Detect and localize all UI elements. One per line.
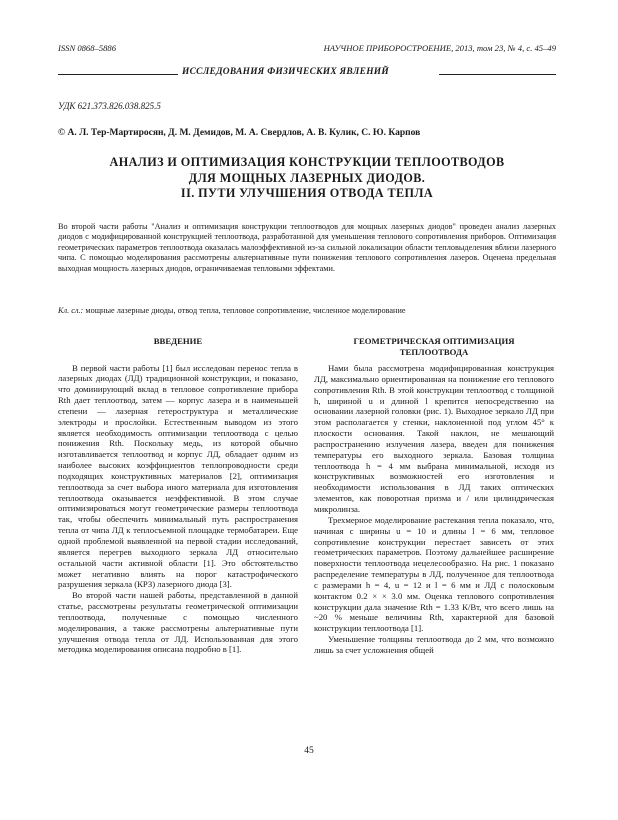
section-heading: ИССЛЕДОВАНИЯ ФИЗИЧЕСКИХ ЯВЛЕНИЙ [182,67,389,77]
section-rule-left [58,74,178,75]
section-heading-bar [58,66,556,82]
section-rule-right [439,74,556,75]
abstract: Во второй части работы "Анализ и оптимизация конструкции теплоотводов для мощных лазерных диодов" проведен анализ лазерных диодов с модифицированной конструкцией теплоотвода, разработанной для уменьшения теплового сопротивления приборов. Оптимизация геометрических параметров теплоотвода оказалась малоэффективной из-за сильной локализации области тепловыделения вблизи лазерного чипа. С помощью моделирования рассмотрены альтернативные пути понижения теплового сопротивления лазеров. Оценена предельная выходная мощность лазерных диодов, ограничиваемая тепловыми эффектами. [58,222,556,273]
section-title-introduction: ВВЕДЕНИЕ [153,336,203,346]
article-title [58,155,556,202]
paragraph: В первой части работы [1] был исследован перенос тепла в лазерных диодах (ЛД) традиционной конструкции, и показано, что доминирующий вклад в тепловое сопротивление прибора Rth дает теплоотвод, затем — корпус лазера и в наименьшей степени — лазерная гетероструктура и металлические электроды и прослойки. Естественным выводом из этого является необходимость оптимизации теплоотвода с целью понижения Rth. Поскольку медь, из которой обычно изготавливается теплоотвод и корпус ЛД, обладает одним из наиболее высоких коэффициентов теплопроводности среди подходящих конструктивных материалов [2], оптимизация теплоотвода за счет выбора иного материала для изготовления теплоотвода оказывается неэффективной. В этом случае оптимизироваться могут геометрические размеры теплоотвода так, чтобы обеспечить минимальный путь распространения тепла от чипа ЛД к теплосъемной площадке термобатареи. Еще одной проблемой выявленной на первой стадии исследований, является перегрев выходного зеркала ЛД относительно остальной части активной области [1]. Это обстоятельство может негативно влиять на порог катастрофического разрушения зеркала (КРЗ) лазерного диода [3]. [58,362,298,590]
paragraph: Во второй части нашей работы, представленной в данной статье, рассмотрены результаты геометрической оптимизации теплоотвода, полученные с помощью численного моделирования, а также рассмотрены альтернативные пути улучшения отвода тепла от ЛД. Использованная для этого методика моделирования описана подробно в [1]. [58,590,298,655]
authors: © А. Л. Тер-Мартиросян, Д. М. Демидов, М. А. Свердлов, А. В. Кулик, С. Ю. Карпов [58,128,421,138]
title-line: ДЛЯ МОЩНЫХ ЛАЗЕРНЫХ ДИОДОВ. [188,170,426,185]
section-title-geometric-optimization [314,336,554,357]
paragraph: Нами была рассмотрена модифицированная конструкция ЛД, максимально ориентированная на понижение его теплового сопротивления Rth. В этой конструкции теплоотвод с толщиной h, шириной u и длиной l крепится непосредственно на основании лазерной головки (рис. 1). Выходное зеркало ЛД при этом располагается у стенки, наклоненной под углом 45° к плоскости основания. Такой наклон, не мешающий распространению излучения лазера, введен для понижения температуры его выходного зеркала. Базовая толщина теплоотвода h = 4 мм выбрана минимальной, исходя из конструктивных возможностей его изготовления и необходимости использования в ЛД таких оптических элементов, как поворотная призма и / или цилиндрическая микролинза. [314,363,554,514]
page-number: 45 [304,746,314,756]
title-line: АНАЛИЗ И ОПТИМИЗАЦИЯ КОНСТРУКЦИИ ТЕПЛООТВОДОВ [109,155,505,169]
title-line: II. ПУТИ УЛУЧШЕНИЯ ОТВОДА ТЕПЛА [180,186,434,200]
udk-code: УДК 621.373.826.038.825.5 [58,101,161,111]
heading-line: ГЕОМЕТРИЧЕСКАЯ ОПТИМИЗАЦИЯ [353,336,515,346]
keywords-text: мощные лазерные диоды, отвод тепла, тепловое сопротивление, численное моделирование [85,306,406,315]
right-column [314,336,554,656]
issn: ISSN 0868–5886 [58,43,117,53]
keywords-label: Кл. сл.: [58,306,84,315]
journal-citation: НАУЧНОЕ ПРИБОРОСТРОЕНИЕ, 2013, том 23, № 4, с. 45–49 [323,43,556,53]
left-column [58,336,298,655]
paragraph: Уменьшение толщины теплоотвода до 2 мм, что возможно лишь за счет усложнения общей [314,634,554,655]
paragraph: Трехмерное моделирование растекания тепла показало, что, начиная с ширины u = 10 и длины l = 6 мм, тепловое сопротивление конструкции перестает зависеть от этих геометрических параметров. Поэтому дальнейшее расширение поверхности теплоотвода нецелесообразно. На рис. 1 показано распределение температуры в ЛД, полученное для теплоотвода с размерами h = 4, u = 12 и l = 6 мм и ЛД с полосковым контактом 0.2 × × 3.0 мм. Оценка теплового сопротивления конструкции дала значение Rth = 1.33 К/Вт, что всего лишь на ~20 % меньше величины Rth, характерной для базовой конструкции теплоотвода [1]. [314,514,554,634]
keywords [58,306,556,315]
heading-line: ТЕПЛООТВОДА [399,346,469,357]
